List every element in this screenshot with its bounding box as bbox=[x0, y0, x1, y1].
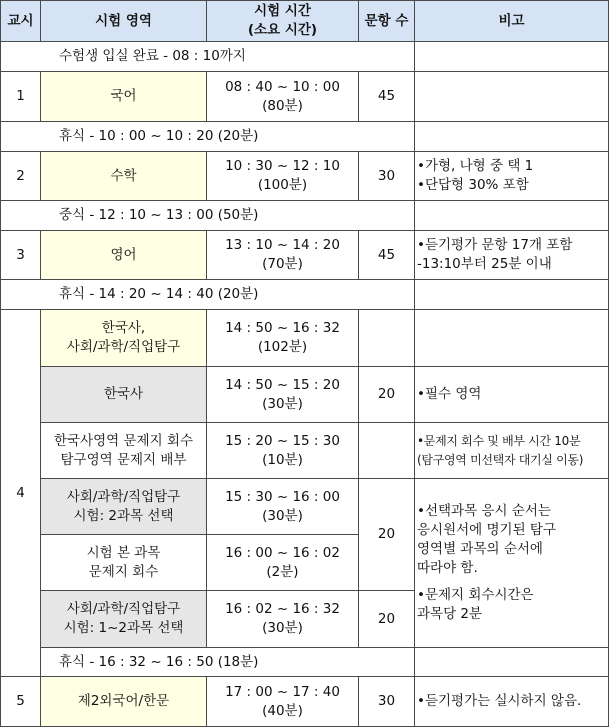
period-4-exam1-row bbox=[1, 479, 609, 535]
break-2-text: 휴식 - 14 : 20 ~ 14 : 40 (20분) bbox=[1, 280, 415, 310]
period-4-retrieve-time bbox=[207, 535, 359, 591]
period-4-main-count bbox=[359, 310, 415, 367]
period-2-time bbox=[207, 152, 359, 201]
period-4-history-duration: (30분) bbox=[262, 395, 303, 412]
period-4-history-time-range: 14 : 50 ~ 15 : 20 bbox=[225, 376, 340, 393]
period-4-collect-subject-line1: 한국사영역 문제지 회수 bbox=[54, 432, 193, 449]
period-4-history-note: •필수 영역 bbox=[415, 367, 609, 423]
period-5-count: 30 bbox=[359, 677, 415, 727]
break-2-row bbox=[1, 280, 609, 310]
lunch-note bbox=[415, 201, 609, 231]
period-4-collect-row bbox=[1, 423, 609, 479]
period-3-note bbox=[415, 231, 609, 280]
period-4-main-time bbox=[207, 310, 359, 367]
period-1-row bbox=[1, 72, 609, 122]
period-5-time-range: 17 : 00 ~ 17 : 40 bbox=[225, 683, 340, 700]
entry-text: 수험생 입실 완료 - 08 : 10까지 bbox=[1, 42, 415, 72]
period-2-number: 2 bbox=[1, 152, 41, 201]
period-3-time-range: 13 : 10 ~ 14 : 20 bbox=[225, 237, 340, 253]
period-4-exam1-time-range: 15 : 30 ~ 16 : 00 bbox=[225, 488, 340, 505]
period-4-main-row bbox=[1, 310, 609, 367]
period-2-row bbox=[1, 152, 609, 201]
header-note: 비고 bbox=[415, 1, 609, 42]
period-5-number: 5 bbox=[1, 677, 41, 727]
period-2-note-line1: •가형, 나형 중 택 1 bbox=[417, 158, 534, 174]
period-3-note-line1: •듣기평가 문항 17개 포함 bbox=[417, 237, 573, 253]
lunch-row bbox=[1, 201, 609, 231]
lunch-text: 중식 - 12 : 10 ~ 13 : 00 (50분) bbox=[1, 201, 415, 231]
period-4-collect-count bbox=[359, 423, 415, 479]
period-1-duration: (80분) bbox=[262, 97, 303, 114]
period-4-number: 4 bbox=[1, 310, 41, 677]
period-3-count: 45 bbox=[359, 231, 415, 280]
period-4-retrieve-subject bbox=[41, 535, 207, 591]
period-4-collect-note bbox=[415, 423, 609, 479]
period-4-collect-subject bbox=[41, 423, 207, 479]
period-5-time bbox=[207, 677, 359, 727]
period-2-time-range: 10 : 30 ~ 12 : 10 bbox=[225, 158, 340, 174]
period-4-notes-line6: 과목당 2분 bbox=[417, 606, 483, 622]
period-3-subject: 영어 bbox=[41, 231, 207, 280]
period-1-count: 45 bbox=[359, 72, 415, 122]
period-2-duration: (100분) bbox=[257, 177, 308, 193]
header-count: 문항 수 bbox=[359, 1, 415, 42]
period-4-exam2-subject bbox=[41, 591, 207, 648]
period-4-history-count: 20 bbox=[359, 367, 415, 423]
period-4-exam2-duration: (30분) bbox=[262, 620, 303, 636]
period-3-number: 3 bbox=[1, 231, 41, 280]
period-3-time bbox=[207, 231, 359, 280]
period-4-notes-line3: 영역별 과목의 순서에 bbox=[417, 541, 543, 557]
period-4-exam2-subject-line1: 사회/과학/직업탐구 bbox=[66, 601, 181, 617]
period-1-note bbox=[415, 72, 609, 122]
period-4-collect-note-line1: •문제지 회수 및 배부 시간 10분 bbox=[417, 433, 581, 448]
period-4-collect-time bbox=[207, 423, 359, 479]
period-4-collect-duration: (10분) bbox=[262, 451, 303, 468]
period-4-retrieve-time-range: 16 : 00 ~ 16 : 02 bbox=[225, 544, 340, 561]
break-2-note bbox=[415, 280, 609, 310]
period-4-collect-note-line2: (탐구영역 미선택자 대기실 이동) bbox=[417, 452, 584, 467]
period-4-exam2-count: 20 bbox=[359, 591, 415, 648]
period-4-exam1-time bbox=[207, 479, 359, 535]
period-4-history-row bbox=[1, 367, 609, 423]
period-4-exam1-count: 20 bbox=[359, 479, 415, 591]
period-4-retrieve-duration: (2분) bbox=[266, 563, 299, 580]
period-2-note bbox=[415, 152, 609, 201]
period-4-collect-time-range: 15 : 20 ~ 15 : 30 bbox=[225, 432, 340, 449]
period-4-exam1-subject-line2: 시험: 2과목 선택 bbox=[73, 507, 174, 524]
period-5-row bbox=[1, 677, 609, 727]
period-4-notes-line1: •선택과목 응시 순서는 bbox=[417, 503, 551, 519]
period-5-subject: 제2외국어/한문 bbox=[41, 677, 207, 727]
period-2-count: 30 bbox=[359, 152, 415, 201]
break-3-text: 휴식 - 16 : 32 ~ 16 : 50 (18분) bbox=[41, 648, 415, 677]
period-2-note-line2: •단답형 30% 포함 bbox=[417, 177, 529, 193]
period-4-exam2-subject-line2: 시험: 1~2과목 선택 bbox=[63, 620, 184, 636]
period-4-collect-subject-line2: 탐구영역 문제지 배부 bbox=[60, 451, 187, 468]
period-4-main-duration: (102분) bbox=[257, 339, 308, 355]
period-4-main-subject bbox=[41, 310, 207, 367]
period-4-retrieve-subject-line1: 시험 본 과목 bbox=[86, 544, 161, 561]
period-4-main-subject-line1: 한국사, bbox=[101, 320, 146, 336]
break-3-note bbox=[415, 648, 609, 677]
period-4-main-subject-line2: 사회/과학/직업탐구 bbox=[66, 339, 181, 355]
period-4-notes-gap bbox=[417, 578, 606, 586]
period-4-notes-line2: 응시원서에 명기된 탐구 bbox=[417, 522, 556, 538]
period-4-notes-line4: 따라야 함. bbox=[417, 560, 478, 576]
period-5-note: •듣기평가는 실시하지 않음. bbox=[415, 677, 609, 727]
period-3-note-line2: -13:10부터 25분 이내 bbox=[417, 256, 552, 272]
period-4-exam1-subject-line1: 사회/과학/직업탐구 bbox=[66, 488, 181, 505]
period-4-exam1-subject bbox=[41, 479, 207, 535]
break-1-note bbox=[415, 122, 609, 152]
header-area: 시험 영역 bbox=[41, 1, 207, 42]
period-1-number: 1 bbox=[1, 72, 41, 122]
header-time-line2: (소요 시간) bbox=[247, 22, 318, 38]
period-4-exam2-time-range: 16 : 02 ~ 16 : 32 bbox=[225, 601, 340, 617]
period-4-main-note bbox=[415, 310, 609, 367]
break-3-row bbox=[1, 648, 609, 677]
break-1-text: 휴식 - 10 : 00 ~ 10 : 20 (20분) bbox=[1, 122, 415, 152]
period-4-history-subject: 한국사 bbox=[41, 367, 207, 423]
period-4-main-time-range: 14 : 50 ~ 16 : 32 bbox=[225, 320, 340, 336]
period-2-subject: 수학 bbox=[41, 152, 207, 201]
period-5-duration: (40분) bbox=[262, 702, 303, 719]
period-1-subject: 국어 bbox=[41, 72, 207, 122]
period-1-time bbox=[207, 72, 359, 122]
entry-note bbox=[415, 42, 609, 72]
period-4-exam1-duration: (30분) bbox=[262, 507, 303, 524]
period-1-time-range: 08 : 40 ~ 10 : 00 bbox=[225, 78, 340, 95]
period-4-history-time bbox=[207, 367, 359, 423]
header-row bbox=[1, 1, 609, 42]
break-1-row bbox=[1, 122, 609, 152]
period-4-notes-line5: •문제지 회수시간은 bbox=[417, 587, 534, 603]
header-period: 교시 bbox=[1, 1, 41, 42]
period-3-duration: (70분) bbox=[262, 256, 303, 272]
header-time-line1: 시험 시간 bbox=[254, 3, 311, 19]
period-4-retrieve-subject-line2: 문제지 회수 bbox=[88, 563, 159, 580]
period-3-row bbox=[1, 231, 609, 280]
entry-row bbox=[1, 42, 609, 72]
period-4-exam2-time bbox=[207, 591, 359, 648]
period-4-elective-notes bbox=[415, 479, 609, 648]
header-time bbox=[207, 1, 359, 42]
